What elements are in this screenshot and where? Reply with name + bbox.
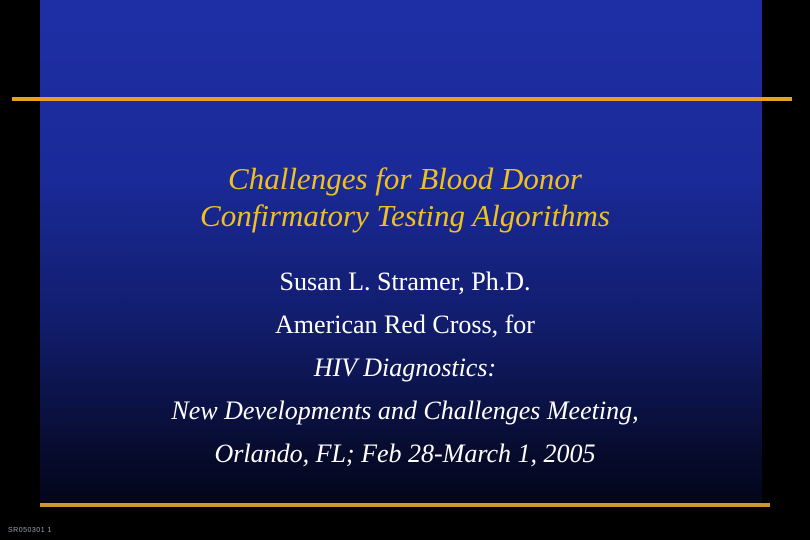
event-location-date: Orlando, FL; Feb 28-March 1, 2005 <box>214 439 596 468</box>
slide-footer-code: SR050301 1 <box>8 527 52 534</box>
accent-rule <box>12 97 792 101</box>
slide-body <box>60 260 750 475</box>
slide-title <box>60 160 750 234</box>
event-name: HIV Diagnostics: <box>313 353 497 382</box>
bottom-rule <box>40 503 770 507</box>
affiliation: American Red Cross, for <box>275 310 535 339</box>
author-name: Susan L. Stramer, Ph.D. <box>279 267 531 296</box>
event-subtitle: New Developments and Challenges Meeting, <box>171 396 639 425</box>
title-line-2: Confirmatory Testing Algorithms <box>200 198 610 233</box>
title-line-1: Challenges for Blood Donor <box>228 161 582 196</box>
